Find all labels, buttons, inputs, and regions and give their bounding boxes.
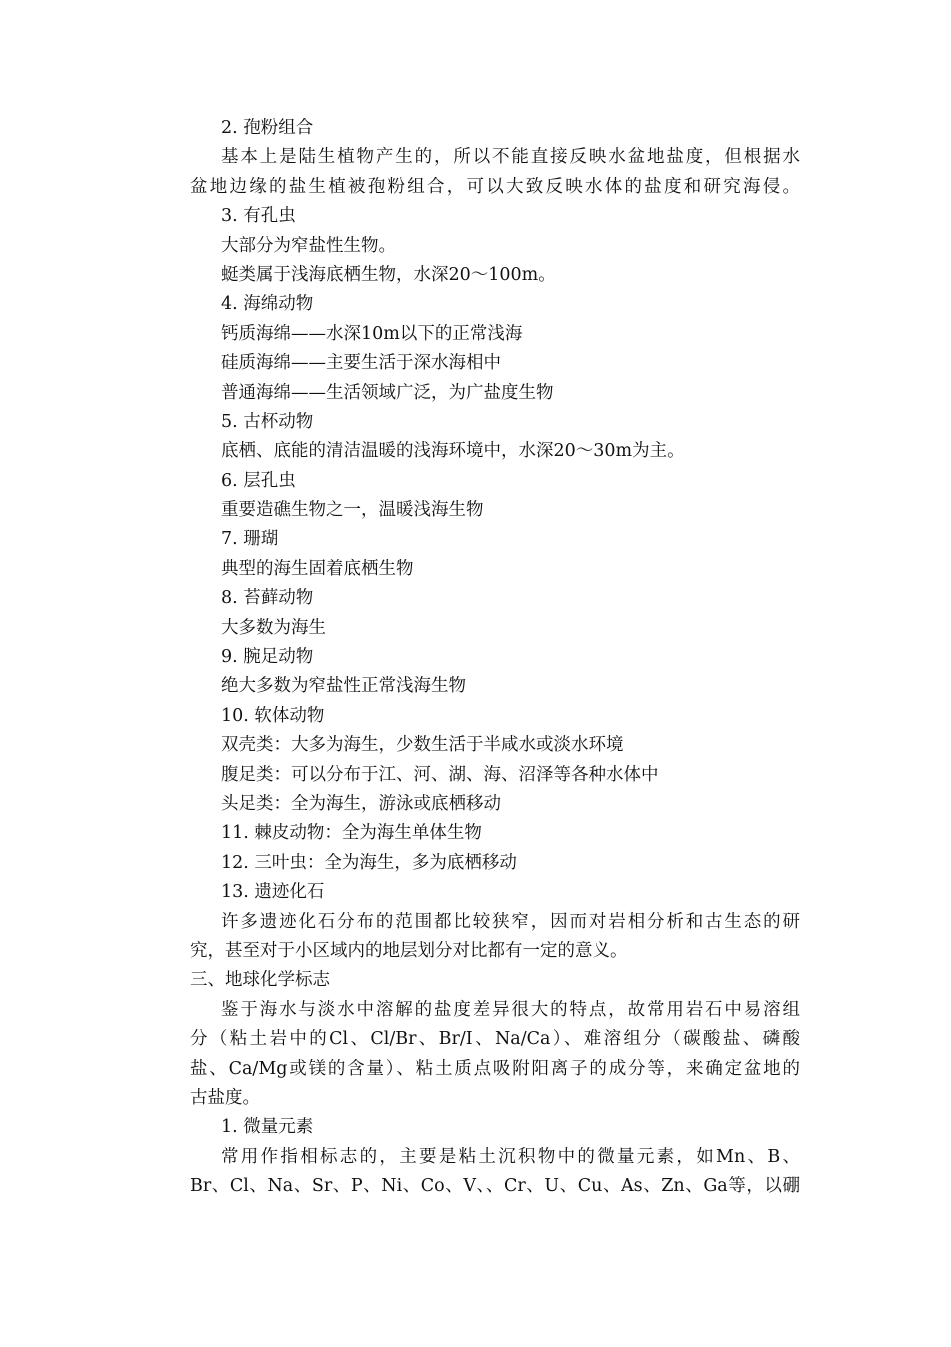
paragraph-line: 古盐度。 [190, 1087, 260, 1108]
paragraph-line: 绝大多数为窄盐性正常浅海生物 [221, 676, 466, 697]
paragraph-line: Br、Cl、Na、Sr、P、Ni、Co、V、、Cr、U、Cu、As、Zn、Ga等，以硼 [190, 1176, 800, 1197]
section-heading-geochemical: 三、地球化学标志 [190, 970, 330, 991]
body-text [190, 114, 800, 1201]
paragraph-line: 分（粘土岩中的Cl、Cl/Br、Br/I、Na/Ca）、难溶组分（碳酸盐、磷酸 [190, 1029, 800, 1050]
paragraph-line: 盐、Ca/Mg或镁的含量）、粘土质点吸附阳离子的成分等，来确定盆地的 [190, 1058, 800, 1079]
heading-stromatoporoids: 6. 层孔虫 [221, 470, 296, 491]
paragraph-line: 常用作指相标志的，主要是粘土沉积物中的微量元素，如Mn、B、 [221, 1146, 800, 1167]
paragraph-line: 普通海绵——生活领域广泛，为广盐度生物 [221, 382, 554, 403]
paragraph-line: 究，甚至对于小区域内的地层划分对比都有一定的意义。 [190, 940, 628, 961]
heading-archaeocyatha: 5. 古杯动物 [221, 411, 314, 432]
paragraph-line: 大多数为海生 [221, 617, 326, 638]
heading-foraminifera: 3. 有孔虫 [221, 206, 296, 227]
paragraph-line: 许多遗迹化石分布的范围都比较狭窄，因而对岩相分析和古生态的研 [221, 911, 800, 932]
heading-bryozoa: 8. 苔藓动物 [221, 588, 314, 609]
paragraph-line: 底栖、底能的清洁温暖的浅海环境中，水深20～30m为主。 [221, 441, 685, 462]
paragraph-line: 蜓类属于浅海底栖生物，水深20～100m。 [221, 264, 556, 285]
heading-spore-pollen: 2. 孢粉组合 [221, 118, 314, 138]
heading-trace-fossils: 13. 遗迹化石 [221, 882, 325, 903]
paragraph-line: 重要造礁生物之一，温暖浅海生物 [221, 500, 484, 521]
paragraph-line: 腹足类：可以分布于江、河、湖、海、沼泽等各种水体中 [221, 764, 659, 785]
paragraph-line: 头足类：全为海生，游泳或底栖移动 [221, 793, 501, 814]
heading-brachiopods: 9. 腕足动物 [221, 647, 314, 668]
paragraph-line: 大部分为窄盐性生物。 [221, 235, 396, 256]
paragraph-line: 基本上是陆生植物产生的，所以不能直接反映水盆地盐度，但根据水 [221, 147, 800, 168]
paragraph-line: 双壳类：大多为海生，少数生活于半咸水或淡水环境 [221, 735, 624, 756]
paragraph-line: 鉴于海水与淡水中溶解的盐度差异很大的特点，故常用岩石中易溶组 [221, 999, 800, 1020]
heading-trace-elements: 1. 微量元素 [221, 1117, 314, 1138]
heading-echinoderms: 11. 棘皮动物：全为海生单体生物 [221, 823, 482, 844]
heading-sponges: 4. 海绵动物 [221, 294, 314, 315]
paragraph-line: 硅质海绵——主要生活于深水海相中 [221, 353, 501, 374]
paragraph-line: 盆地边缘的盐生植被孢粉组合，可以大致反映水体的盐度和研究海侵。 [190, 176, 800, 197]
heading-corals: 7. 珊瑚 [221, 529, 279, 550]
paragraph-line: 钙质海绵——水深10m以下的正常浅海 [221, 323, 523, 344]
paragraph-line: 典型的海生固着底栖生物 [221, 558, 414, 579]
heading-trilobites: 12. 三叶虫：全为海生，多为底栖移动 [221, 852, 517, 873]
heading-mollusks: 10. 软体动物 [221, 705, 325, 726]
